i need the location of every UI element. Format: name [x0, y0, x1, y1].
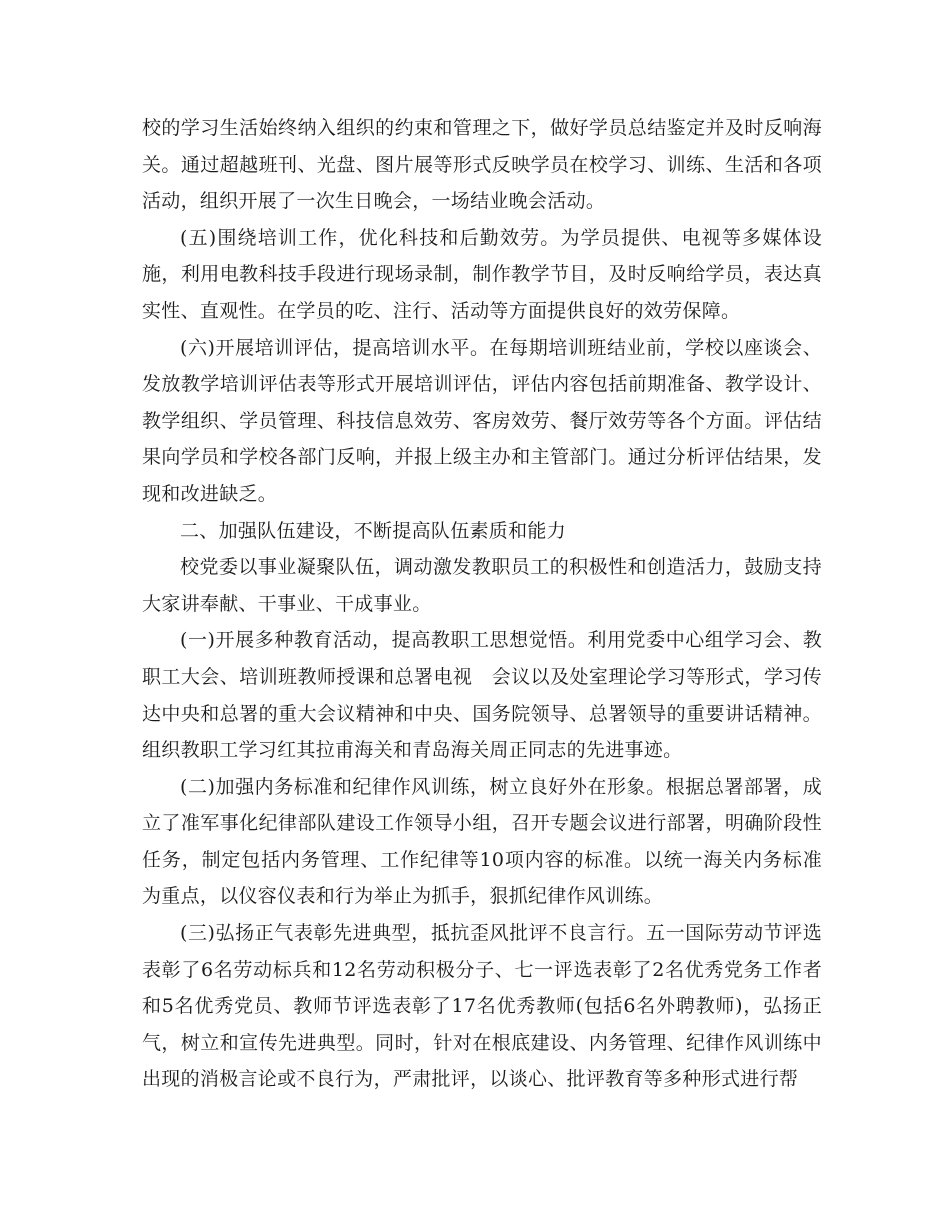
- paragraph-subsection-3: (三)弘扬正气表彰先进典型，抵抗歪风批评不良言行。五一国际劳动节评选表彰了6名劳动标兵和12名劳动积极分子、七一评选表彰了2名优秀党务工作者和5名优秀党员、教师节评选表彰了17名优秀教师(包括6名外聘教师)，弘扬正气，树立和宣传先进典型。同时，针对在根底建设、内务管理、纪律作风训练中出现的消极言论或不良行为，严肃批评，以谈心、批评教育等多种形式进行帮: [142, 922, 822, 1091]
- paragraph-subsection-1: (一)开展多种教育活动，提高教职工思想觉悟。利用党委中心组学习会、教职工大会、培训班教师授课和总署电视 会议以及处室理论学习等形式，学习传达中央和总署的重大会议精神和中央、国务院领导、总署领导的重要讲话精神。组织教职工学习红其拉甫海关和青岛海关周正同志的先进事迹。: [142, 629, 822, 762]
- paragraph-continuation: 校的学习生活始终纳入组织的约束和管理之下，做好学员总结鉴定并及时反响海关。通过超越班刊、光盘、图片展等形式反映学员在校学习、训练、生活和各项活动，组织开展了一次生日晚会，一场结业晚会活动。: [142, 117, 822, 213]
- paragraph-intro: 校党委以事业凝聚队伍，调动激发教职员工的积极性和创造活力，鼓励支持大家讲奉献、干事业、干成事业。: [142, 556, 822, 615]
- document-body: [142, 110, 822, 1098]
- paragraph-section-5: (五)围绕培训工作，优化科技和后勤效劳。为学员提供、电视等多媒体设施，利用电教科技手段进行现场录制，制作教学节目，及时反响给学员，表达真实性、直观性。在学员的吃、注行、活动等方面提供良好的效劳保障。: [142, 226, 822, 322]
- paragraph-section-6: (六)开展培训评估，提高培训水平。在每期培训班结业前，学校以座谈会、发放教学培训评估表等形式开展培训评估，评估内容包括前期准备、教学设计、教学组织、学员管理、科技信息效劳、客房效劳、餐厅效劳等各个方面。评估结果向学员和学校各部门反响，并报上级主办和主管部门。通过分析评估结果，发现和改进缺乏。: [142, 336, 822, 505]
- section-heading-2: 二、加强队伍建设，不断提高队伍素质和能力: [180, 519, 567, 542]
- paragraph-subsection-2: (二)加强内务标准和纪律作风训练，树立良好外在形象。根据总署部署，成立了准军事化纪律部队建设工作领导小组，召开专题会议进行部署，明确阶段性任务，制定包括内务管理、工作纪律等10项内容的标准。以统一海关内务标准为重点，以仪容仪表和行为举止为抓手，狠抓纪律作风训练。: [142, 775, 822, 908]
